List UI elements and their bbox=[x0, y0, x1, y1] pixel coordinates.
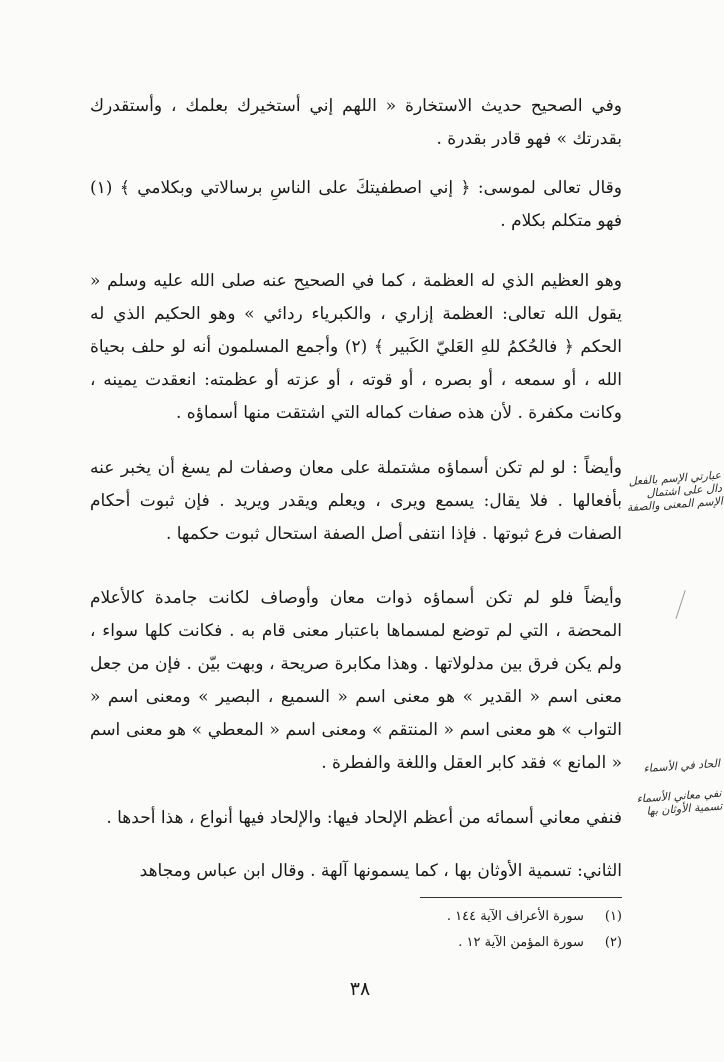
handwritten-margin-note: نفي معاني الأسماء تسمية الأوثان بها bbox=[636, 786, 723, 818]
pencil-mark bbox=[675, 590, 688, 620]
footnote-divider bbox=[420, 897, 622, 898]
footnote-number: (١) bbox=[604, 909, 622, 924]
paragraph-ilhad: فنفي معاني أسمائه من أعظم الإلحاد فيها: والإلحاد فيها أنواع ، هذا أحدها . bbox=[106, 808, 622, 828]
footnotes bbox=[300, 904, 622, 956]
footnote-number: (٢) bbox=[604, 935, 622, 950]
footnote-text: سورة الأعراف الآية ١٤٤ . bbox=[446, 909, 584, 924]
footnote-1 bbox=[300, 904, 622, 930]
page-number: ٣٨ bbox=[349, 978, 371, 1000]
paragraph-azim: وهو العظيم الذي له العظمة ، كما في الصحيح عنه صلى الله عليه وسلم « يقول الله تعالى: العظمة إزاري ، والكبرياء ردائي » وهو الحكيم الذي له الحكم ﴿ فالحُكمُ للهِ العَليّ الكَبير ﴾ (٢) وأجمع المسلمون أنه لو حلف بحياة الله ، أو سمعه ، أو بصره ، أو قوته ، أو عزته أو عظمته: انعقدت يمينه ، وكانت مكفرة . لأن هذه صفات كماله التي اشتقت منها أسماؤه . bbox=[90, 271, 623, 423]
paragraph-dhawat-maani: وأيضاً فلو لم تكن أسماؤه ذوات معان وأوصاف لكانت جامدة كالأعلام المحضة ، التي لم توضع لمسماها باعتبار معنى قام به . فكانت كلها سواء ، ولم يكن فرق بين مدلولاتها . وهذا مكابرة صريحة ، وبهت بيّن . فإن من جعل معنى اسم « القدير » هو معنى اسم « السميع ، البصير » ومعنى اسم « التواب » هو معنى اسم « المنتقم » ومعنى اسم « المعطي » هو معنى اسم « المانع » فقد كابر العقل واللغة والفطرة . bbox=[90, 588, 622, 773]
paragraph-ma-ani-sifat: وأيضاً : لو لم تكن أسماؤه مشتملة على معان وصفات لم يسغ أن يخبر عنه بأفعالها . فلا يقال: يسمع ويرى ، ويعلم ويقدر ويريد . فإن ثبوت أحكام الصفات فرع ثبوتها . فإذا انتفى أصل الصفة استحال ثبوت حكمها . bbox=[90, 458, 622, 544]
handwritten-margin-note: عبارتي الإسم بالفعل دال على اشتمال الإسم المعنى والصفة bbox=[626, 468, 724, 515]
footnote-text: سورة المؤمن الآية ١٢ . bbox=[458, 935, 584, 950]
paragraph-istikhara: وفي الصحيح حديث الاستخارة « اللهم إني أستخيرك بعلمك ، وأستقدرك بقدرتك » فهو قادر بقدرة . bbox=[90, 96, 622, 149]
handwritten-margin-note: الحاد في الأسماء bbox=[643, 756, 721, 776]
footnote-2 bbox=[300, 930, 622, 956]
paragraph-musa: وقال تعالى لموسى: ﴿ إني اصطفيتكَ على الناسِ برسالاتي وبكلامي ﴾ (١) فهو متكلم بكلام . bbox=[90, 178, 622, 231]
paragraph-thani: الثاني: تسمية الأوثان بها ، كما يسمونها آلهة . وقال ابن عباس ومجاهد bbox=[139, 861, 622, 881]
